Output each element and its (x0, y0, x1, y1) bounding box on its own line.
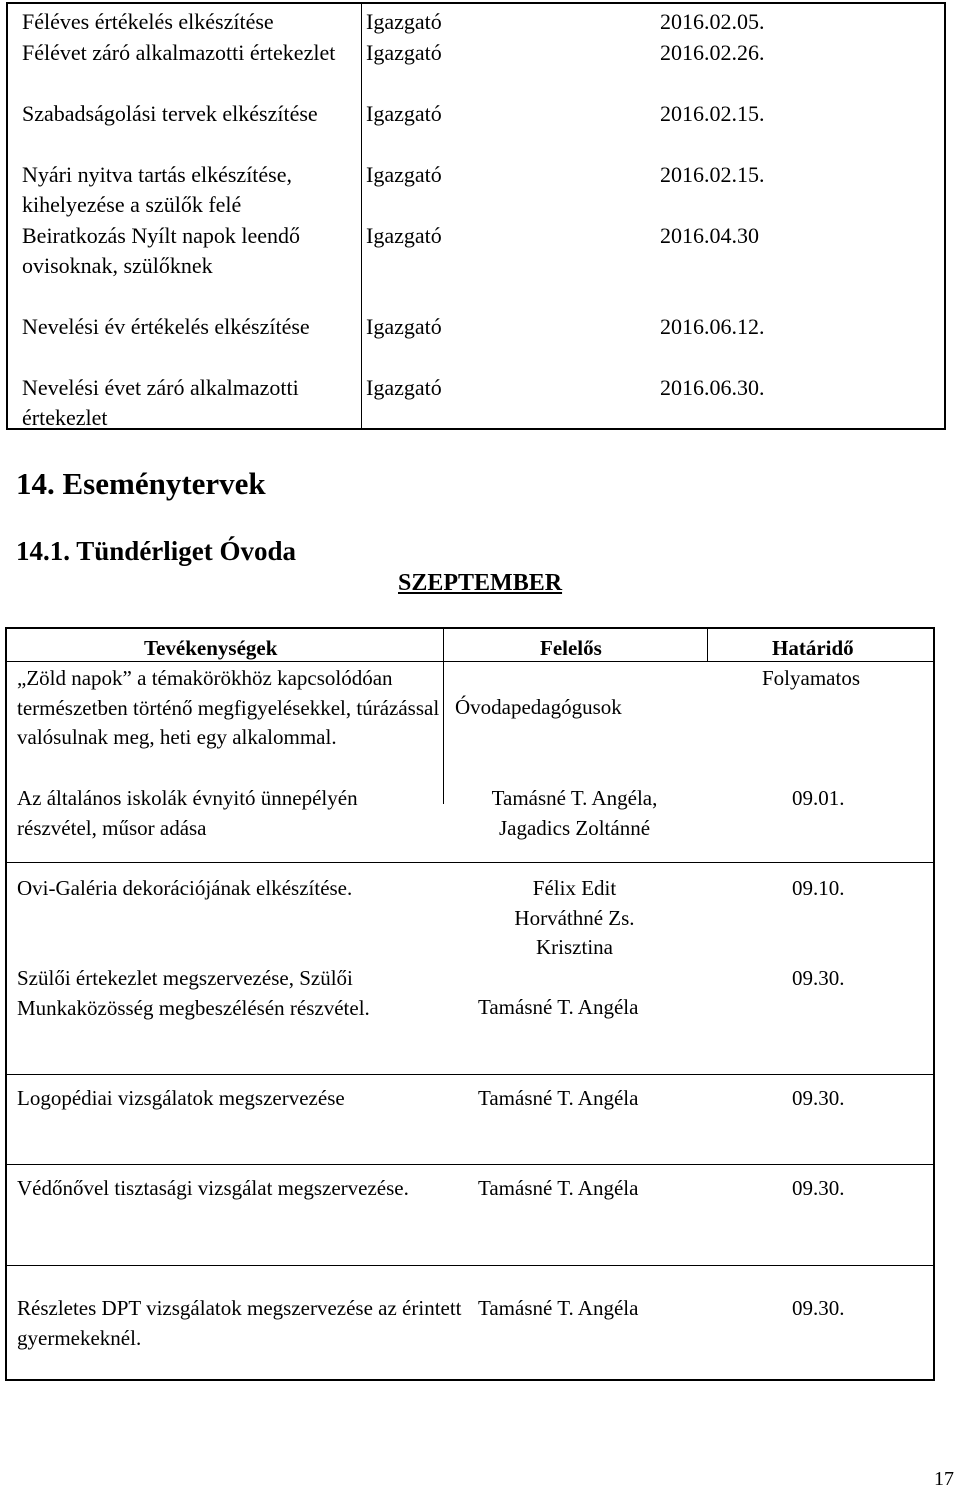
deadline-cell: 09.30. (792, 1176, 845, 1200)
page-number: 17 (934, 1468, 954, 1490)
task-cell: Szabadságolási tervek elkészítése (22, 101, 318, 126)
responsible-cell: Tamásné T. Angéla (478, 995, 639, 1019)
date-cell: 2016.02.26. (660, 40, 765, 65)
deadline-cell: 09.30. (792, 1296, 845, 1320)
row-divider (7, 1265, 933, 1266)
deadline-table (6, 2, 946, 430)
responsible-cell: Igazgató (366, 162, 442, 187)
activity-cell: Logopédiai vizsgálatok megszervezése (17, 1086, 345, 1110)
column-divider (361, 4, 362, 428)
deadline-cell: Folyamatos (762, 666, 860, 690)
task-cell: Féléves értékelés elkészítése (22, 9, 274, 34)
activity-cell: „Zöld napok” a témakörökhöz kapcsolódóan természetben történő megfigyelésekkel, túrázással valósulnak meg, heti egy alkalommal. (17, 666, 440, 749)
row-divider (7, 1074, 933, 1075)
row-divider (7, 1164, 933, 1165)
responsible-cell: Félix Edit Horváthné Zs. Krisztina (514, 876, 635, 959)
deadline-cell: 09.30. (792, 1086, 845, 1110)
date-cell: 2016.04.30 (660, 223, 759, 248)
responsible-cell: Igazgató (366, 101, 442, 126)
subsection-heading: 14.1. Tündérliget Óvoda (16, 536, 297, 566)
task-cell: Nevelési év értékelés elkészítése (22, 314, 310, 339)
date-cell: 2016.02.15. (660, 162, 765, 187)
task-cell: Beiratkozás Nyílt napok leendő ovisoknak, szülőknek (22, 223, 300, 278)
header-deadline: Határidő (772, 636, 854, 660)
deadline-cell: 09.01. (792, 786, 845, 810)
task-cell: Félévet záró alkalmazotti értekezlet (22, 40, 336, 65)
activity-cell: Védőnővel tisztasági vizsgálat megszervezése. (17, 1176, 409, 1200)
activity-cell: Részletes DPT vizsgálatok megszervezése az érintett gyermekeknél. (17, 1296, 462, 1350)
row-divider (7, 862, 933, 863)
responsible-cell: Igazgató (366, 40, 442, 65)
task-cell: Nyári nyitva tartás elkészítése, kihelyezése a szülők felé (22, 162, 293, 217)
column-divider (443, 661, 444, 804)
deadline-cell: 09.30. (792, 966, 845, 990)
responsible-cell: Igazgató (366, 9, 442, 34)
responsible-cell: Igazgató (366, 314, 442, 339)
date-cell: 2016.02.05. (660, 9, 765, 34)
responsible-cell: Tamásné T. Angéla (478, 1176, 639, 1200)
column-divider (707, 629, 708, 661)
header-responsible: Felelős (540, 636, 602, 660)
responsible-cell: Tamásné T. Angéla (478, 1296, 639, 1320)
responsible-cell: Igazgató (366, 375, 442, 400)
responsible-cell: Óvodapedagógusok (455, 695, 622, 719)
activity-cell: Szülői értekezlet megszervezése, Szülői Munkaközösség megbeszélésén részvétel. (17, 966, 370, 1020)
date-cell: 2016.06.12. (660, 314, 765, 339)
date-cell: 2016.02.15. (660, 101, 765, 126)
section-heading: 14. Eseménytervek (16, 466, 266, 501)
column-divider (443, 629, 444, 661)
date-cell: 2016.06.30. (660, 375, 765, 400)
deadline-cell: 09.10. (792, 876, 845, 900)
activity-cell: Ovi-Galéria dekorációjának elkészítése. (17, 876, 353, 900)
activity-cell: Az általános iskolák évnyitó ünnepélyén részvétel, műsor adása (17, 786, 358, 840)
responsible-cell: Tamásné T. Angéla, Jagadics Zoltánné (491, 786, 658, 840)
month-heading: SZEPTEMBER (398, 570, 563, 596)
responsible-cell: Igazgató (366, 223, 442, 248)
header-activity: Tevékenységek (144, 636, 278, 660)
responsible-cell: Tamásné T. Angéla (478, 1086, 639, 1110)
events-table (5, 627, 935, 1381)
task-cell: Nevelési évet záró alkalmazotti értekezlet (22, 375, 299, 430)
